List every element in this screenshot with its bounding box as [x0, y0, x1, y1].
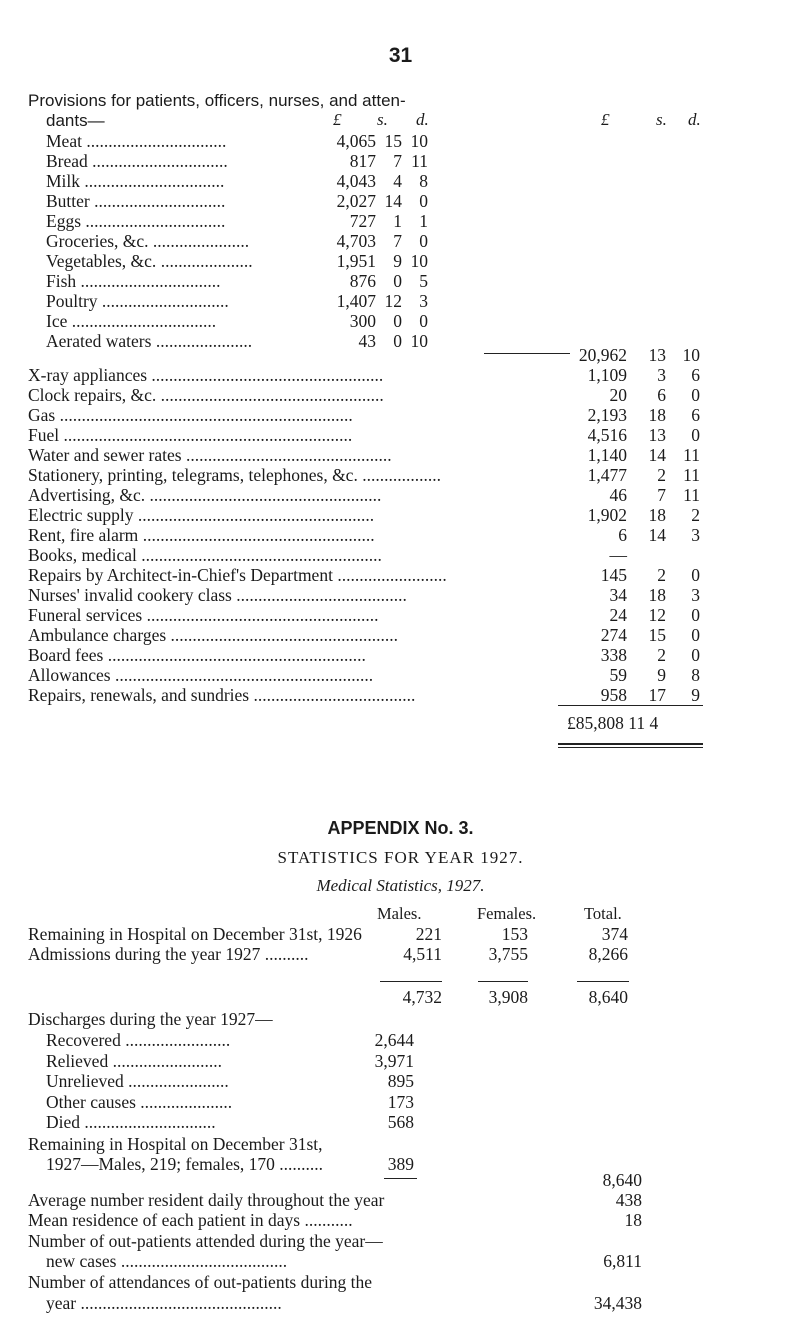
expense-label: Electric supply ...................................................... — [28, 505, 375, 525]
stats-row-females: 3,755 — [488, 944, 528, 964]
expense-label-text: Board fees — [28, 645, 104, 665]
provision-label: Eggs ................................ — [46, 211, 226, 231]
expense-label: Board fees ........................................................... — [28, 645, 366, 665]
expense-shillings: 2 — [657, 565, 666, 585]
stats-total-females: 3,908 — [488, 987, 528, 1007]
discharge-label-text: Other causes — [46, 1091, 136, 1112]
expense-shillings: 14 — [648, 525, 666, 545]
col-head-shillings-2: s. — [656, 110, 667, 129]
remaining-1927-value: 389 — [387, 1154, 414, 1174]
expense-pence: 11 — [683, 485, 700, 505]
grand-total: £85,808 11 4 — [567, 713, 659, 733]
provision-shillings: 0 — [393, 311, 402, 331]
provision-shillings: 1 — [393, 211, 402, 231]
outpatients-line2 — [46, 1251, 766, 1271]
stats-row-remaining-1926 — [28, 924, 748, 944]
provision-pounds: 817 — [349, 151, 376, 171]
expense-label: Stationery, printing, telegrams, telephones, &c. .................. — [28, 465, 441, 485]
provision-label: Fish ................................ — [46, 271, 221, 291]
expense-label: X-ray appliances ..................................................... — [28, 365, 384, 385]
expense-shillings: 18 — [648, 505, 666, 525]
expense-shillings: 18 — [648, 585, 666, 605]
expense-shillings: 9 — [657, 665, 666, 685]
expense-row — [28, 605, 728, 625]
provision-shillings: 12 — [384, 291, 402, 311]
expense-label-text: Funeral services — [28, 605, 143, 625]
expense-pounds: 46 — [609, 485, 627, 505]
provision-label-text: Vegetables, &c. — [46, 251, 157, 271]
expense-label: Books, medical ....................................................... — [28, 545, 382, 565]
provision-row — [46, 291, 446, 311]
expense-label-text: Allowances — [28, 665, 111, 685]
expense-row — [28, 645, 728, 665]
provision-pounds: 300 — [349, 311, 376, 331]
expense-row — [28, 505, 728, 525]
expense-shillings: 18 — [648, 405, 666, 425]
provision-row — [46, 231, 446, 251]
expense-label-text: Nurses' invalid cookery class — [28, 585, 232, 605]
expense-pounds: 34 — [609, 585, 627, 605]
expense-pence: 0 — [691, 425, 700, 445]
stats-rule-total — [577, 981, 629, 982]
expense-pounds: 338 — [600, 645, 627, 665]
total-double-rule-1 — [558, 743, 703, 745]
stats-row-label: Remaining in Hospital on December 31st, 1926 — [28, 924, 362, 944]
stats-totals-row — [28, 987, 748, 1007]
expense-shillings: 3 — [657, 365, 666, 385]
attendances-line1 — [28, 1272, 748, 1292]
expense-row — [28, 585, 728, 605]
provision-label-text: Groceries, &c. — [46, 231, 149, 251]
provision-label-text: Meat — [46, 131, 82, 151]
expense-row — [28, 465, 728, 485]
expense-label-text: X-ray appliances — [28, 365, 148, 385]
expense-label-text: Rent, fire alarm — [28, 525, 139, 545]
col-head-pence-2: d. — [688, 110, 701, 129]
discharge-row — [46, 1112, 446, 1132]
stats-row-total: 8,266 — [588, 944, 628, 964]
appendix-subtitle: STATISTICS FOR YEAR 1927. — [277, 848, 524, 867]
provision-shillings: 14 — [384, 191, 402, 211]
expense-shillings: 15 — [648, 625, 666, 645]
provision-pounds: 1,407 — [336, 291, 376, 311]
discharge-row — [46, 1051, 446, 1071]
provision-pounds: 4,065 — [336, 131, 376, 151]
provision-pence: 5 — [419, 271, 428, 291]
provision-pounds: 43 — [358, 331, 376, 351]
provision-row — [46, 131, 446, 151]
discharge-row — [46, 1092, 446, 1112]
expense-row — [28, 525, 728, 545]
provision-shillings: 0 — [393, 271, 402, 291]
expense-label-text: Ambulance charges — [28, 625, 167, 645]
expense-pounds: 1,109 — [587, 365, 627, 385]
provision-label-text: Fish — [46, 271, 77, 291]
provision-label: Ice ................................. — [46, 311, 217, 331]
provisions-subtotal-row — [0, 345, 801, 365]
col-head-shillings-1: s. — [377, 110, 388, 129]
expense-pounds: 4,516 — [587, 425, 627, 445]
expense-pence: 0 — [691, 385, 700, 405]
expense-label: Ambulance charges .................................................... — [28, 625, 399, 645]
stats-total-total: 8,640 — [588, 987, 628, 1007]
expense-pence: 0 — [691, 605, 700, 625]
expense-label-text: Stationery, printing, telegrams, telephones, &c. — [28, 465, 358, 485]
remaining-1927-text2: 1927—Males, 219; females, 170 .......... — [46, 1154, 324, 1174]
discharge-value: 2,644 — [374, 1030, 414, 1050]
provision-shillings: 7 — [393, 151, 402, 171]
expense-row — [28, 445, 728, 465]
provision-pence: 10 — [410, 131, 428, 151]
provision-pounds: 4,043 — [336, 171, 376, 191]
expense-pounds: 6 — [618, 525, 627, 545]
expense-shillings: 12 — [648, 605, 666, 625]
provision-shillings: 7 — [393, 231, 402, 251]
provision-pounds: 1,951 — [336, 251, 376, 271]
average-value: 438 — [615, 1190, 642, 1210]
expense-pence: 2 — [691, 505, 700, 525]
mean-label: Mean residence of each patient in days ........... — [28, 1210, 353, 1230]
stats-row-males: 221 — [415, 924, 442, 944]
average-label: Average number resident daily throughout the year — [28, 1190, 385, 1210]
remaining-1927-line1 — [28, 1134, 528, 1154]
expense-label-text: Clock repairs, &c. — [28, 385, 157, 405]
expense-shillings: 7 — [657, 485, 666, 505]
stats-row-males: 4,511 — [403, 944, 442, 964]
expense-label: Gas ................................................................... — [28, 405, 353, 425]
expense-pence: 0 — [691, 625, 700, 645]
expense-label-text: Electric supply — [28, 505, 134, 525]
expense-pence: 8 — [691, 665, 700, 685]
stats-rule-females — [478, 981, 528, 982]
col-head-pence-1: d. — [416, 110, 429, 129]
expense-label: Rent, fire alarm ..................................................... — [28, 525, 375, 545]
expense-pence: 6 — [691, 365, 700, 385]
attendances-line2 — [46, 1293, 766, 1313]
provision-label: Groceries, &c. ...................... — [46, 231, 250, 251]
expense-pence: 6 — [691, 405, 700, 425]
average-row — [28, 1190, 748, 1210]
expense-pounds: 20 — [609, 385, 627, 405]
subtotal-shillings: 13 — [648, 345, 666, 365]
provision-pounds: 4,703 — [336, 231, 376, 251]
col-head-pounds-1: £ — [333, 110, 342, 129]
provision-pounds: 876 — [349, 271, 376, 291]
expense-label: Water and sewer rates ............................................... — [28, 445, 392, 465]
expense-row — [28, 565, 728, 585]
expense-row — [28, 485, 728, 505]
expense-label: Clock repairs, &c. ................................................... — [28, 385, 384, 405]
provision-label-text: Ice — [46, 311, 68, 331]
expense-shillings: 2 — [657, 465, 666, 485]
provision-pence: 1 — [419, 211, 428, 231]
provision-label: Aerated waters ...................... — [46, 331, 253, 351]
expense-row — [28, 545, 728, 565]
subtotal-pounds: 20,962 — [578, 345, 627, 365]
provision-row — [46, 171, 446, 191]
stats-row-admissions — [28, 944, 748, 964]
col-head-males: Males. — [377, 904, 422, 923]
expense-pence: 11 — [683, 465, 700, 485]
expense-pence: 3 — [691, 585, 700, 605]
appendix-section: Medical Statistics, 1927. — [316, 876, 485, 895]
provision-label: Bread ............................... — [46, 151, 228, 171]
expense-shillings: 17 — [648, 685, 666, 705]
expense-pence: 3 — [691, 525, 700, 545]
stats-row-females: 153 — [501, 924, 528, 944]
outpatients-label1: Number of out-patients attended during the year— — [28, 1231, 383, 1251]
page-number: 31 — [388, 44, 413, 67]
discharge-total-value: 8,640 — [602, 1170, 642, 1190]
expense-row — [28, 405, 728, 425]
stats-row-label: Admissions during the year 1927 .......... — [28, 944, 309, 964]
provision-row — [46, 251, 446, 271]
expense-label-text: Fuel — [28, 425, 60, 445]
mean-value: 18 — [624, 1210, 642, 1230]
col-head-females: Females. — [477, 904, 537, 923]
expense-label: Fuel .................................................................. — [28, 425, 353, 445]
attendances-label1: Number of attendances of out-patients during the — [28, 1272, 373, 1292]
provision-pence: 11 — [411, 151, 428, 171]
provision-pounds: 2,027 — [336, 191, 376, 211]
discharge-label: Recovered ........................ — [46, 1030, 231, 1050]
expense-pence: 0 — [691, 565, 700, 585]
provision-pence: 0 — [419, 191, 428, 211]
provision-label: Vegetables, &c. ..................... — [46, 251, 253, 271]
provision-pence: 3 — [419, 291, 428, 311]
provision-label-text: Butter — [46, 191, 90, 211]
stats-total-males: 4,732 — [402, 987, 442, 1007]
provision-label-text: Milk — [46, 171, 81, 191]
expense-label: Nurses' invalid cookery class ....................................... — [28, 585, 407, 605]
expense-shillings: 14 — [648, 445, 666, 465]
expense-label: Advertising, &c. ..................................................... — [28, 485, 382, 505]
discharge-label: Died .............................. — [46, 1112, 216, 1132]
provision-label: Butter .............................. — [46, 191, 226, 211]
provision-pence: 0 — [419, 231, 428, 251]
provision-pence: 8 — [419, 171, 428, 191]
provision-label: Poultry ............................. — [46, 291, 229, 311]
provision-shillings: 15 — [384, 131, 402, 151]
expense-shillings: 6 — [657, 385, 666, 405]
total-rule — [558, 705, 703, 706]
subtotal-pence: 10 — [682, 345, 700, 365]
expense-shillings: 2 — [657, 645, 666, 665]
provision-pence: 0 — [419, 311, 428, 331]
provisions-heading-line2: dants— — [46, 111, 105, 130]
provision-shillings: 4 — [393, 171, 402, 191]
expense-pounds: 2,193 — [587, 405, 627, 425]
discharge-row — [46, 1071, 446, 1091]
discharge-value: 3,971 — [374, 1050, 414, 1071]
expense-label-text: Repairs by Architect-in-Chief's Department — [28, 565, 333, 585]
expense-pounds: 1,477 — [587, 465, 627, 485]
outpatients-line1 — [28, 1231, 748, 1251]
expense-label-text: Water and sewer rates — [28, 445, 182, 465]
expense-label-text: Repairs, renewals, and sundries — [28, 685, 250, 705]
expense-pounds: 274 — [600, 625, 627, 645]
provision-row — [46, 191, 446, 211]
stats-row-total: 374 — [601, 924, 628, 944]
discharge-row — [46, 1030, 446, 1050]
discharge-value: 173 — [387, 1091, 414, 1112]
expense-row — [28, 685, 728, 705]
expense-pounds: — — [609, 545, 627, 565]
discharge-total-row — [28, 1170, 748, 1190]
expense-pounds: 145 — [600, 565, 627, 585]
discharges-heading-text: Discharges during the year 1927— — [28, 1009, 273, 1029]
provision-row — [46, 151, 446, 171]
expense-row — [28, 425, 728, 445]
expense-label-text: Advertising, &c. — [28, 485, 146, 505]
stats-rule-males — [380, 981, 442, 982]
provision-label-text: Poultry — [46, 291, 98, 311]
provisions-heading-line1: Provisions for patients, officers, nurses, and atten- — [28, 91, 406, 110]
discharge-label: Unrelieved ....................... — [46, 1071, 229, 1091]
expense-pence: 9 — [691, 685, 700, 705]
provision-row — [46, 271, 446, 291]
discharge-label-text: Died — [46, 1112, 81, 1132]
provision-label-text: Bread — [46, 151, 88, 171]
provision-pence: 10 — [410, 331, 428, 351]
expense-label-text: Gas — [28, 405, 56, 425]
expense-label-text: Books, medical — [28, 545, 137, 565]
provision-row — [46, 311, 446, 331]
expense-pence: 11 — [683, 445, 700, 465]
discharge-label: Relieved ......................... — [46, 1050, 222, 1071]
provision-pence: 10 — [410, 251, 428, 271]
provision-label: Milk ................................ — [46, 171, 225, 191]
discharge-label: Other causes ..................... — [46, 1091, 233, 1112]
expense-pounds: 1,140 — [587, 445, 627, 465]
expense-row — [28, 385, 728, 405]
mean-row — [28, 1210, 748, 1230]
expense-row — [28, 665, 728, 685]
expense-row — [28, 365, 728, 385]
discharge-label-text: Relieved — [46, 1050, 109, 1071]
expense-label: Repairs, renewals, and sundries ..................................... — [28, 685, 416, 705]
provision-shillings: 9 — [393, 251, 402, 271]
provision-pounds: 727 — [349, 211, 376, 231]
provision-label-text: Eggs — [46, 211, 81, 231]
appendix-title: APPENDIX No. 3. — [327, 818, 474, 838]
discharge-label-text: Recovered — [46, 1030, 121, 1050]
provision-label: Meat ................................ — [46, 131, 227, 151]
expense-shillings: 13 — [648, 425, 666, 445]
expense-pounds: 958 — [600, 685, 627, 705]
col-head-pounds-2: £ — [601, 110, 610, 129]
col-head-total: Total. — [584, 904, 622, 923]
discharges-heading — [28, 1009, 528, 1029]
remaining-1927-text1: Remaining in Hospital on December 31st, — [28, 1134, 323, 1154]
expense-pounds: 59 — [609, 665, 627, 685]
expense-pence: 0 — [691, 645, 700, 665]
discharge-label-text: Unrelieved — [46, 1071, 124, 1091]
outpatients-label2: new cases ...................................... — [46, 1251, 288, 1271]
provision-row — [46, 211, 446, 231]
outpatients-value: 6,811 — [603, 1251, 642, 1271]
provision-label-text: Aerated waters — [46, 331, 152, 351]
attendances-value: 34,438 — [593, 1293, 642, 1313]
expense-label: Allowances ........................................................... — [28, 665, 374, 685]
total-double-rule-2 — [558, 747, 703, 748]
discharge-value: 895 — [387, 1071, 414, 1091]
expense-label: Repairs by Architect-in-Chief's Department ......................... — [28, 565, 447, 585]
provision-shillings: 0 — [393, 331, 402, 351]
expense-pounds: 24 — [609, 605, 627, 625]
discharge-value: 568 — [387, 1112, 414, 1132]
expense-label: Funeral services ..................................................... — [28, 605, 379, 625]
expense-row — [28, 625, 728, 645]
expense-pounds: 1,902 — [587, 505, 627, 525]
attendances-label2: year .............................................. — [46, 1293, 282, 1313]
